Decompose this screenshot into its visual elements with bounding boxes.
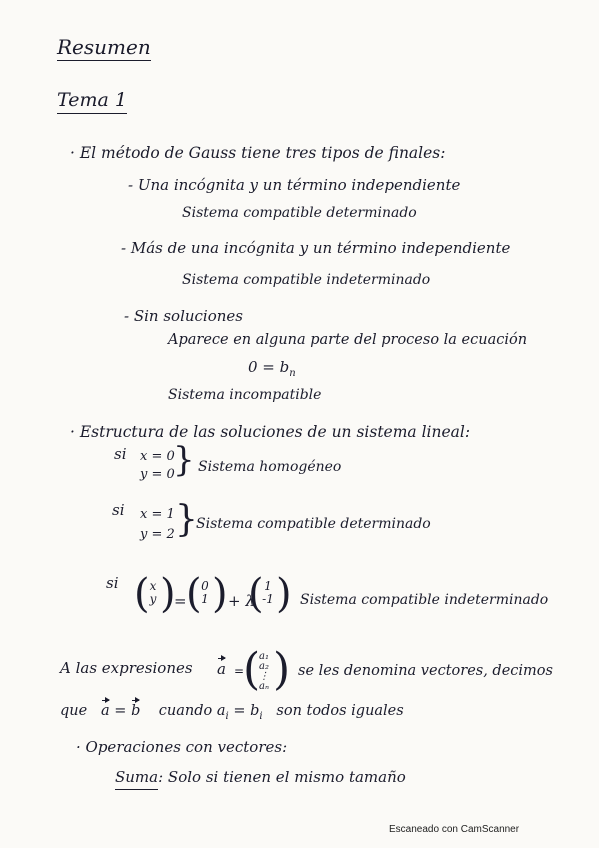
gauss-case-3-equation: $0 = b_n$	[248, 358, 296, 379]
ex2-si: si	[112, 501, 125, 519]
gauss-case-3: - Sin soluciones	[124, 307, 243, 325]
scanner-watermark: Escaneado con CamScanner	[389, 824, 520, 835]
ex3-si: si	[106, 574, 119, 592]
vector-col-paren-open: (	[243, 644, 261, 695]
ex1-x: x = 0	[140, 449, 175, 464]
gauss-case-3-desc: Aparece en alguna parte del proceso la ecuación	[168, 332, 528, 348]
section-title: Tema 1	[57, 91, 127, 114]
vector-b-symbol: b	[131, 703, 141, 719]
ex3-vector-b: 1 -1	[262, 579, 274, 606]
ex3-plus-lambda: + λ	[228, 592, 255, 610]
ex3-paren-open-1: (	[134, 571, 150, 617]
ex1-brace: }	[173, 440, 195, 480]
ex2-x: x = 1	[140, 507, 175, 522]
ex3-paren-close-2: )	[212, 571, 228, 617]
vector-col-paren-close: )	[273, 644, 291, 695]
vectores-line-1b: se les denomina vectores, decimos	[298, 663, 553, 679]
ex2-result: Sistema compatible determinado	[196, 516, 431, 532]
gauss-intro: · El método de Gauss tiene tres tipos de finales:	[70, 144, 446, 162]
ex3-paren-close-3: )	[276, 571, 292, 617]
vectores-line-1-equals: =	[234, 664, 245, 678]
ex3-equals: =	[174, 592, 187, 610]
vectores-line-2: que a = b cuando $a_i = b_i$ son todos iguales	[60, 703, 404, 722]
ex1-y: y = 0	[140, 467, 175, 482]
vectores-line-1a: A las expresiones	[60, 659, 193, 677]
suma-label: Suma	[115, 768, 158, 790]
vector-a-symbol-2: a	[101, 703, 110, 719]
suma-line: Suma: Solo si tienen el mismo tamaño	[115, 770, 406, 785]
gauss-case-2: - Más de una incógnita y un término independiente	[121, 239, 511, 257]
gauss-case-1-result: Sistema compatible determinado	[182, 205, 417, 221]
ex3-paren-open-2: (	[186, 571, 202, 617]
page-title: Resumen	[57, 35, 151, 59]
ex1-result: Sistema homogéneo	[198, 459, 342, 475]
ex3-vector-a: 0 1	[201, 579, 209, 606]
operaciones-heading: · Operaciones con vectores:	[76, 738, 288, 756]
gauss-case-2-result: Sistema compatible indeterminado	[182, 272, 431, 288]
ex1-si: si	[114, 445, 127, 463]
gauss-case-1: - Una incógnita y un término independiente	[128, 176, 461, 194]
ex3-paren-close-1: )	[160, 571, 176, 617]
vector-a-symbol: a	[217, 660, 226, 678]
ex2-y: y = 2	[140, 527, 175, 542]
estructura-intro: · Estructura de las soluciones de un sistema lineal:	[70, 423, 471, 441]
ex3-result: Sistema compatible indeterminado	[300, 592, 549, 608]
gauss-case-3-result: Sistema incompatible	[168, 387, 322, 403]
ex3-vector-xy: x y	[149, 579, 157, 606]
ex3-paren-open-3: (	[248, 571, 264, 617]
ex2-brace: }	[175, 499, 198, 540]
vector-components: a₁ a₂ ⋮ aₙ	[258, 651, 269, 692]
